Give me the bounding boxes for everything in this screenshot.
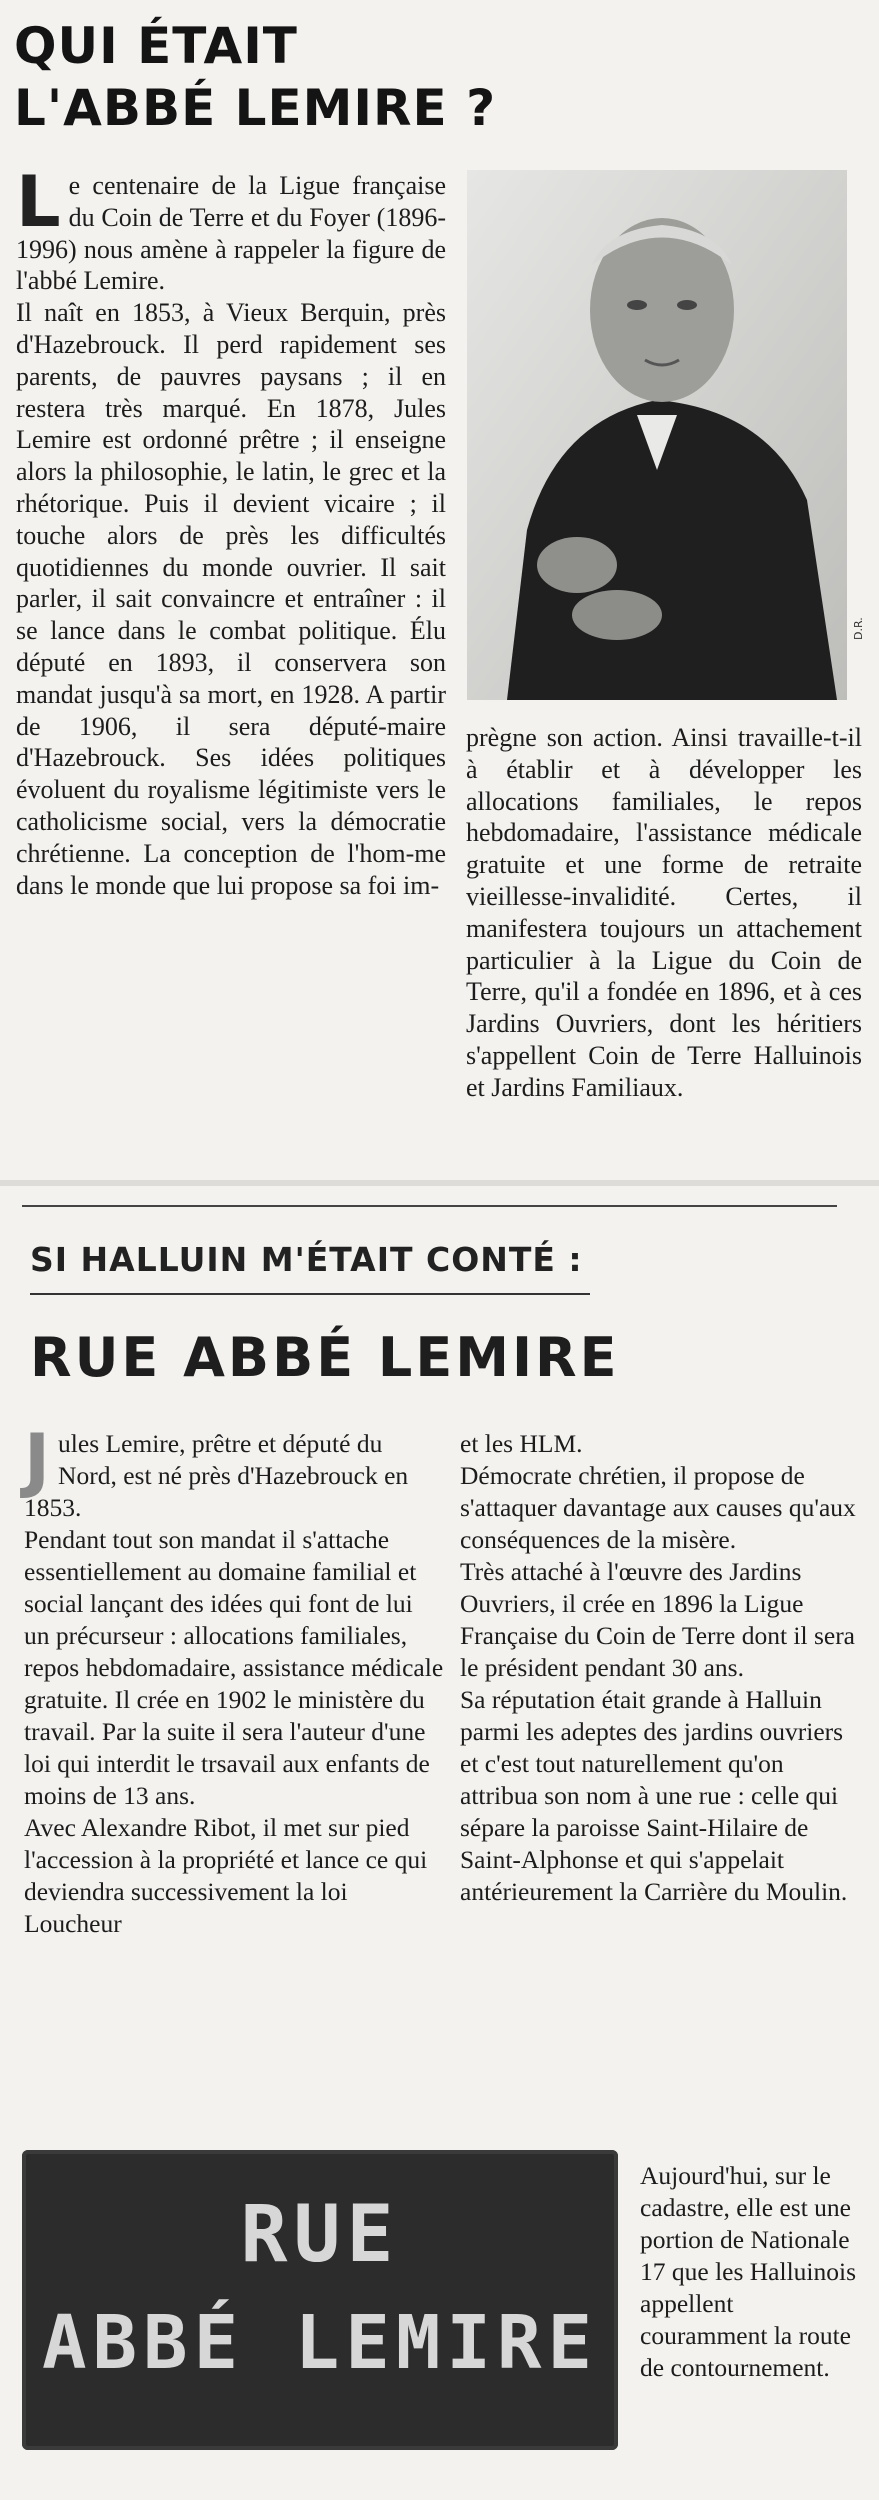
article1-paragraph: prègne son action. Ainsi travaille-t-il à établir et à développer les allocations familiales, le repos hebdomadaire, l'assistance médicale gratuite et une forme de retraite vieillesse-invalidité. Certes, il manifestera toujours un attachement particulier à la Ligue du Coin de Terre, qu'il a fondée en 1896, et à ces Jardins Ouvriers, dont les héritiers s'appellent Coin de Terre Halluinois et Jardins Familiaux. bbox=[466, 723, 862, 1102]
kicker-underline bbox=[30, 1293, 590, 1295]
article1-column-left bbox=[16, 161, 446, 901]
section-divider bbox=[0, 1180, 879, 1186]
portrait-illustration bbox=[467, 170, 847, 700]
street-sign bbox=[22, 2150, 618, 2450]
street-sign-line1: RUE bbox=[240, 2190, 400, 2280]
article2-paragraph: Très attaché à l'œuvre des Jardins Ouvriers, il crée en 1896 la Ligue Française du Coin de Terre dont il sera le président pendant 30 ans. bbox=[460, 1557, 856, 1682]
article1-dropcap: L bbox=[16, 161, 61, 243]
section-rule bbox=[22, 1205, 837, 1207]
article2-paragraph: Démocrate chrétien, il propose de s'attaquer davantage aux causes qu'aux conséquences de la misère. bbox=[460, 1461, 856, 1554]
article2-paragraph: Aujourd'hui, sur le cadastre, elle est une portion de Nationale 17 que les Halluinois appellent couramment la route de contournement. bbox=[640, 2161, 857, 2382]
article2-kicker: SI HALLUIN M'ÉTAIT CONTÉ : bbox=[30, 1240, 583, 1279]
article2-column-right bbox=[460, 1428, 858, 1908]
article2-column-left bbox=[24, 1419, 444, 1940]
article2-paragraph: Avec Alexandre Ribot, il met sur pied l'accession à la propriété et lance ce qui deviendra successivement la loi Loucheur bbox=[24, 1813, 428, 1938]
article2-paragraph: Sa réputation était grande à Halluin parmi les adeptes des jardins ouvriers et c'est tout naturellement qu'on attribua son nom à une rue : celle qui sépare la paroisse Saint-Hilaire de Saint-Alphonse et qui s'appelait antérieurement la Carrière du Moulin. bbox=[460, 1685, 848, 1906]
article2-paragraph: Pendant tout son mandat il s'attache essentiellement au domaine familial et social lançant des idées qui font de lui un précurseur : allocations familiales, repos hebdomadaire, assistance médicale gratuite. Il crée en 1902 le ministère du travail. Par la suite il sera l'auteur d'une loi qui interdit le trsavail aux enfants de moins de 13 ans. bbox=[24, 1525, 444, 1810]
article2-column-bottom bbox=[640, 2160, 858, 2384]
article1-paragraph: e centenaire de la Ligue française du Coin de Terre et du Foyer (1896-1996) nous amène à rappeler la figure de l'abbé Lemire. bbox=[16, 171, 446, 296]
photo-credit: D.R. bbox=[852, 617, 865, 640]
street-sign-line2: ABBÉ LEMIRE bbox=[41, 2300, 599, 2386]
article1-paragraph: Il naît en 1853, à Vieux Berquin, près d'Hazebrouck. Il perd rapidement ses parents, de pauvres paysans ; il en restera très marqué. En 1878, Jules Lemire est ordonné prêtre ; il enseigne alors la philosophie, le latin, le grec et la rhétorique. Puis il devient vicaire ; il touche alors de près les difficultés quotidiennes du monde ouvrier. Il sait parler, il sait convaincre et entraîner : il se lance dans le combat politique. Élu député en 1893, il conservera son mandat jusqu'à sa mort, en 1928. A partir de 1906, il sera député-maire d'Hazebrouck. Ses idées politiques évoluent du royalisme légitimiste vers le catholicisme social, vers la démocratie chrétienne. La conception de l'hom-me dans le monde que lui propose sa foi im- bbox=[16, 298, 446, 900]
portrait-photo bbox=[467, 170, 847, 700]
article2-paragraph: et les HLM. bbox=[460, 1429, 583, 1458]
article1-headline-line2: L'ABBÉ LEMIRE ? bbox=[14, 79, 497, 137]
article1-column-right bbox=[466, 722, 862, 1104]
article2-paragraph: ules Lemire, prêtre et député du Nord, est né près d'Hazebrouck en 1853. bbox=[24, 1429, 409, 1522]
article2-headline: RUE ABBÉ LEMIRE bbox=[30, 1326, 620, 1389]
article1-headline-line1: QUI ÉTAIT bbox=[14, 17, 298, 75]
article2-dropcap: J bbox=[24, 1419, 51, 1501]
